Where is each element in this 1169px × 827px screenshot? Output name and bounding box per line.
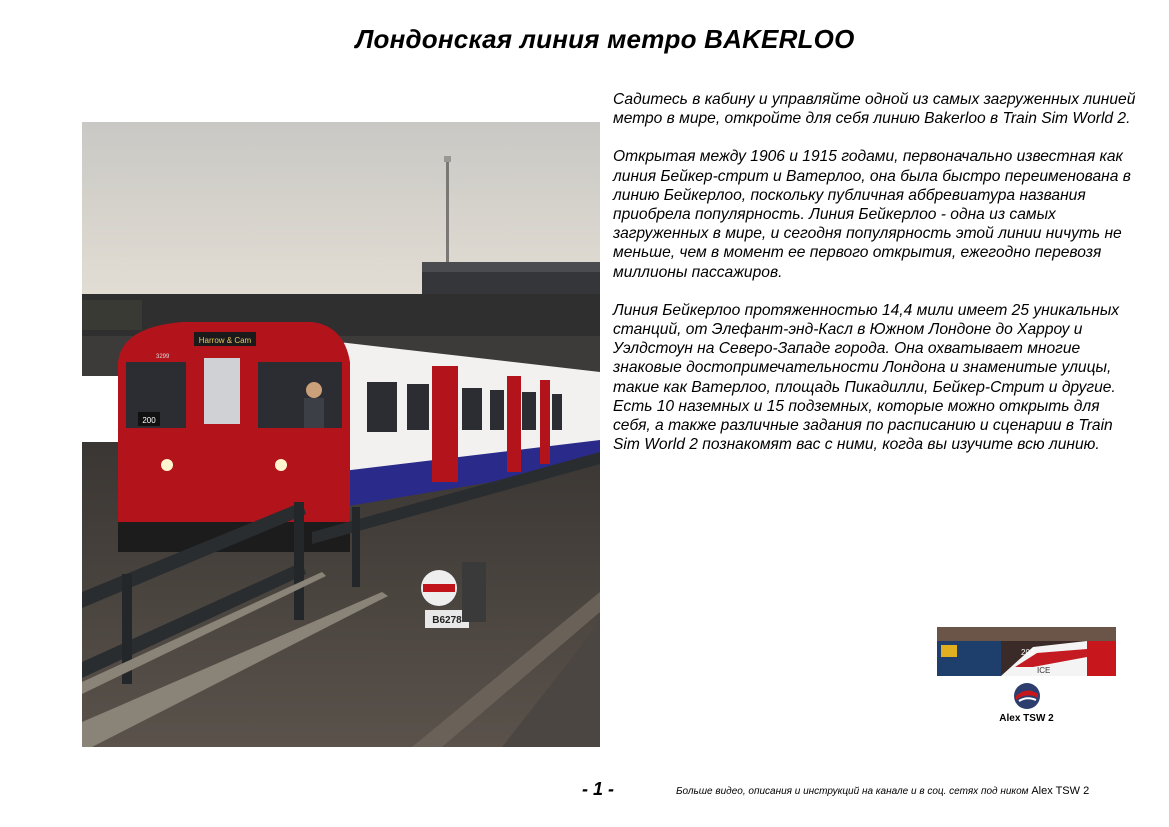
svg-text:202: 202	[1021, 648, 1035, 657]
svg-text:B6278: B6278	[432, 615, 462, 626]
svg-text:ICE: ICE	[1037, 666, 1051, 675]
page-title: Лондонская линия метро BAKERLOO	[355, 24, 855, 54]
footer-text: Больше видео, описания и инструкций на канале и в соц. сетях под ником	[676, 786, 1029, 797]
logo-emblem-icon	[1013, 682, 1041, 710]
footer-nick: Alex TSW 2	[1031, 785, 1090, 797]
train-photo	[82, 122, 600, 747]
paragraph: Линия Бейкерлоо протяженностью 14,4 мили имеет 25 уникальных станций, от Элефант-энд-Касл в Южном Лондоне до Харроу и Уэлдстоун на Северо-Западе города. Она охватывает многие знаковые достопримечательности Лондона и знаменитые улицы, такие как Ватерлоо, площадь Пикадилли, Бейкер-Стрит и другие. Есть 10 наземных и 15 подземных, которые можно открыть для себя, а также различные задания по расписанию и сценарии в Train Sim World 2 познакомят вас с ними, когда вы изучите всю линию.	[613, 301, 1120, 454]
svg-text:Harrow & Cam: Harrow & Cam	[198, 336, 252, 345]
paragraph: Открытая между 1906 и 1915 годами, первоначально известная как линия Бейкер-стрит и Ватерлоо, она была быстро переименована в линию Бейкерлоо, поскольку публичная аббревиатура названия приобрела популярность. Линия Бейкерлоо - одна из самых загруженных в мире, и сегодня популярность этой линии ничуть не меньше, чем в момент ее первого открытия, ежегодно перевозя миллионы пассажиров.	[613, 148, 1131, 281]
logo-name: Alex TSW 2	[999, 713, 1054, 724]
channel-logo	[937, 627, 1116, 727]
page-number: - 1 -	[582, 779, 615, 799]
description-text	[613, 90, 1138, 473]
logo-banner	[937, 627, 1116, 676]
paragraph: Садитесь в кабину и управляйте одной из самых загруженных линией метро в мире, откройте для себя линию Bakerloo в Train Sim World 2.	[613, 91, 1136, 128]
svg-text:200: 200	[142, 416, 156, 425]
footer-note	[676, 785, 1089, 797]
svg-text:3299: 3299	[156, 354, 170, 360]
